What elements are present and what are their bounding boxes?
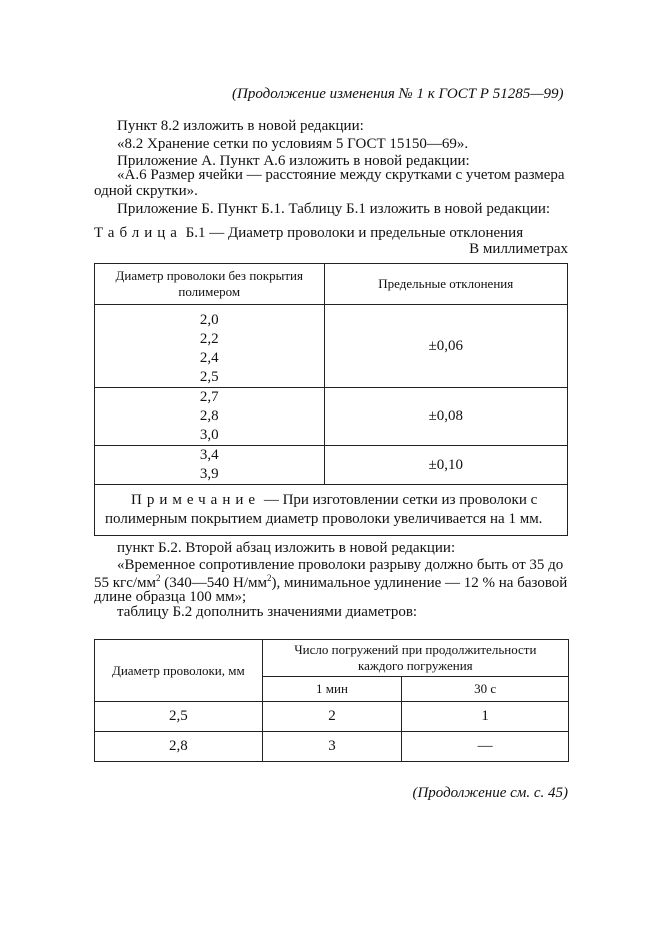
table1-header-row [95, 264, 568, 305]
table2-row [95, 732, 569, 762]
table2 [94, 639, 569, 762]
table1-deviation-cell: ±0,08 [324, 388, 568, 446]
paragraph-1: Пункт 8.2 изложить в новой редакции: [117, 118, 364, 134]
table1-note-word: Примечание [131, 492, 261, 508]
table2-cell-1min: 2 [262, 702, 402, 732]
table1-units: В миллиметрах [469, 241, 568, 257]
table2-row [95, 702, 569, 732]
paragraph-6: пункт Б.2. Второй абзац изложить в новой редакции: [117, 540, 456, 556]
paragraph-7-line1: «Временное сопротивление проволоки разрыву должно быть от 35 до [117, 557, 564, 573]
table2-header-diameter: Диаметр проволоки, мм [95, 640, 263, 702]
table2-cell-diameter: 2,5 [95, 702, 263, 732]
table1-header-diameter: Диаметр проволоки без покрытия полимером [95, 264, 325, 305]
table1-header-deviation: Предельные отклонения [324, 264, 568, 305]
table2-cell-diameter: 2,8 [95, 732, 263, 762]
table1-row [95, 388, 568, 446]
table2-header-group: Число погружений при продолжительности каждого погружения [262, 640, 568, 677]
table1-caption-word: Таблица [94, 225, 182, 241]
table1-diameters-cell: 3,4 3,9 [95, 446, 325, 485]
table1-caption [94, 225, 523, 242]
paragraph-4-line1: «А.6 Размер ячейки — расстояние между скрутками с учетом размера [117, 167, 565, 183]
table2-cell-1min: 3 [262, 732, 402, 762]
paragraph-8: таблицу Б.2 дополнить значениями диаметров: [117, 604, 418, 620]
table2-header-row [95, 640, 569, 677]
table2-header-1min: 1 мин [262, 677, 402, 702]
table2-header-30s: 30 с [402, 677, 569, 702]
paragraph-3: Приложение А. Пункт А.6 изложить в новой редакции: [117, 153, 470, 169]
paragraph-7-line3: длине образца 100 мм»; [94, 589, 247, 605]
table1-diameters-cell: 2,0 2,2 2,4 2,5 [95, 305, 325, 388]
footer-continuation: (Продолжение см. с. 45) [412, 785, 568, 801]
table2-cell-30s: — [402, 732, 569, 762]
table1-deviation-cell: ±0,06 [324, 305, 568, 388]
paragraph-5: Приложение Б. Пункт Б.1. Таблицу Б.1 изложить в новой редакции: [117, 201, 551, 217]
table1 [94, 263, 568, 536]
table2-cell-30s: 1 [402, 702, 569, 732]
table1-caption-text: Б.1 — Диаметр проволоки и предельные отклонения [185, 225, 524, 241]
table1-row [95, 305, 568, 388]
table1-note: Примечание — При изготовлении сетки из проволоки с полимерным покрытием диаметр проволоки увеличивается на 1 мм. [95, 485, 568, 536]
paragraph-7-line2: 55 кгс/$мм^2$ (340—540 $Н/мм^2$), минимальное удлинение — 12 % на базовой [94, 573, 568, 591]
paragraph-2: «8.2 Хранение сетки по условиям 5 ГОСТ 15150—69». [117, 136, 469, 152]
table1-diameters-cell: 2,7 2,8 3,0 [95, 388, 325, 446]
table1-note-row [95, 485, 568, 536]
table1-deviation-cell: ±0,10 [324, 446, 568, 485]
paragraph-4-line2: одной скрутки». [94, 183, 198, 199]
header-continuation: (Продолжение изменения № 1 к ГОСТ Р 51285—99) [232, 86, 564, 102]
table1-row [95, 446, 568, 485]
